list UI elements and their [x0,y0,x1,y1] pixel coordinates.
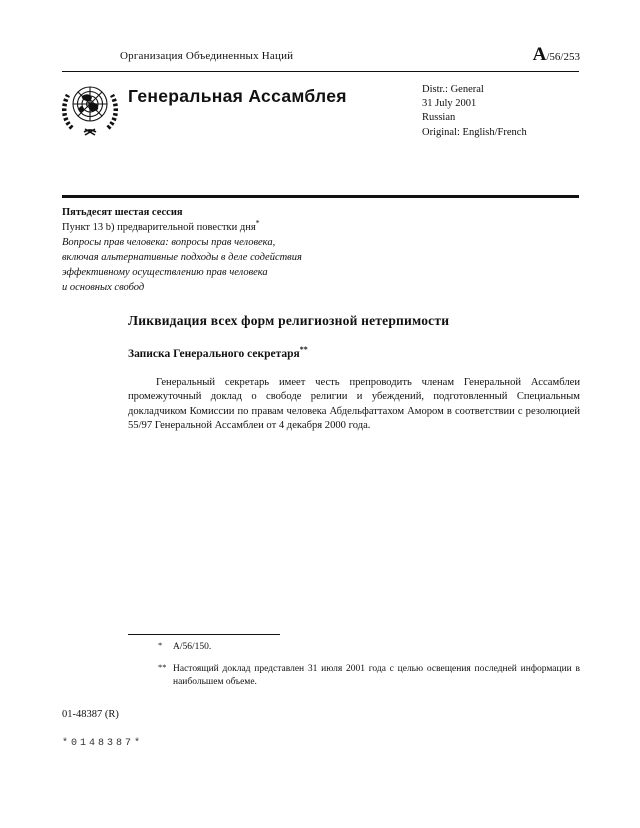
document-symbol-letter: A [532,44,547,65]
document-symbol-number: /56/253 [546,51,580,63]
distribution-block [422,83,527,140]
footer-barcode-text: *0148387* [62,738,144,749]
agenda-line: включая альтернативные подходы в деле содействия [62,252,302,263]
document-subtitle-text: Записка Генерального секретаря [128,348,300,360]
distr-line: Distr.: General [422,84,484,95]
subtitle-footnote-mark: ** [299,345,308,355]
footnote-2 [128,663,580,690]
agenda-item-text: Пункт 13 b) предварительной повестки дня [62,222,256,233]
footer-document-number: 01-48387 (R) [62,709,119,720]
un-emblem-icon [58,76,122,140]
header-thin-rule [62,71,579,72]
distr-line: Original: English/French [422,126,527,138]
agenda-item-footnote-mark: * [255,218,260,228]
header-thick-rule [62,195,579,198]
footnote-1-text: A/56/150. [173,642,212,652]
document-title: Ликвидация всех форм религиозной нетерпимости [128,313,450,328]
agenda-line: эффективному осуществлению прав человека [62,267,268,278]
body-paragraph: Генеральный секретарь имеет честь препроводить членам Генеральной Ассамблеи промежуточный доклад о свободе религии и убеждений, подготовленный Специальным докладчиком Комиссии по правам человека Абдельфаттахом Амором в соответствии с резолюцией 55/97 Генеральной Ассамблеи от 4 декабря 2000 года. [128,377,580,432]
document-symbol [533,44,580,66]
org-name: Организация Объединенных Наций [120,50,294,62]
session-title: Пятьдесят шестая сессия [62,207,183,218]
assembly-title: Генеральная Ассамблея [128,86,347,106]
footnote-2-mark: ** [158,661,167,672]
footnote-2-text: Настоящий доклад представлен 31 июля 2001 года с целью освещения последней информации в наибольшем объеме. [173,663,580,687]
session-block [62,205,392,295]
agenda-description [62,235,392,295]
agenda-line: и основных свобод [62,282,145,293]
distr-line: Russian [422,112,456,124]
footnotes [128,641,580,698]
document-subtitle [128,345,308,360]
footnote-separator-rule [128,634,280,635]
agenda-item [62,220,392,235]
footnote-1 [128,641,580,655]
distr-line: 31 July 2001 [422,98,477,110]
footnote-1-mark: * [158,640,163,650]
agenda-line: Вопросы прав человека: вопросы прав человека, [62,237,276,248]
